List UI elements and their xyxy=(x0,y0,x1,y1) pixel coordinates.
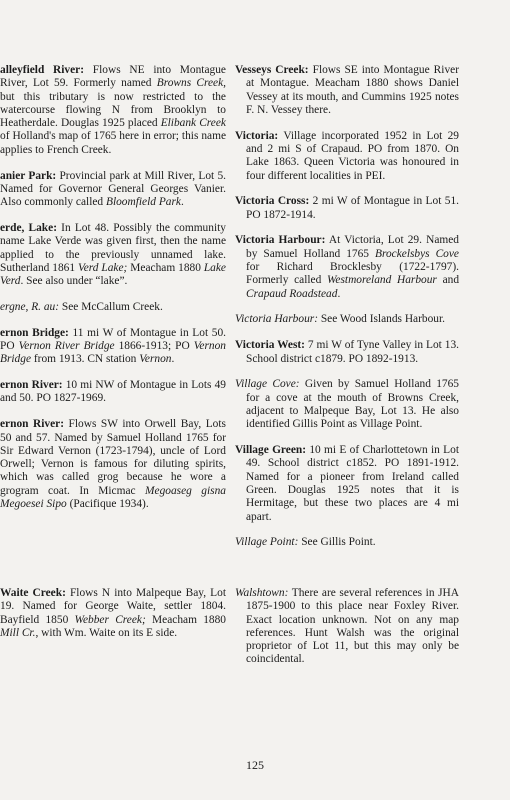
entry-headword: Victoria: xyxy=(235,129,279,142)
entry-italic-name: Vernon xyxy=(139,353,172,366)
gazetteer-entry xyxy=(235,195,459,222)
entry-text: 2 mi W of Montague in Lot 51. PO 1872-1914. xyxy=(246,195,459,221)
gazetteer-entry xyxy=(235,234,459,300)
gazetteer-entry xyxy=(0,379,226,406)
entry-italic-name: Brockelsbys Cove xyxy=(374,247,459,260)
entry-text: . xyxy=(180,196,184,209)
entry-text: . xyxy=(337,287,341,300)
entry-text: See Wood Islands Harbour. xyxy=(318,313,445,326)
entry-text: (Pacifique 1934). xyxy=(66,498,149,511)
entry-headword: Vesseys Creek: xyxy=(235,64,309,76)
entry-italic-name: Elibank Creek xyxy=(160,117,226,130)
entry-headword: Victoria Harbour: xyxy=(235,313,318,326)
entry-headword: ergne, R. au: xyxy=(0,300,60,313)
gazetteer-entry xyxy=(0,170,226,210)
entry-italic-name: Vernon River Bridge xyxy=(18,340,115,353)
entry-headword: Victoria Cross: xyxy=(235,195,310,208)
entry-italic-name: Browns Creek, xyxy=(156,77,227,90)
entry-text: At Victoria, Lot 29. Named by Samuel Holland 1765 xyxy=(246,234,459,260)
entry-italic-name: Webber Creek; xyxy=(74,613,146,626)
entry-text: Flows N into Malpeque Bay, Lot 19. Named for George Waite, settler 1804. Bayfield 1850 xyxy=(0,587,226,626)
entry-text: 1866-1913; PO xyxy=(114,340,194,353)
right-column-upper xyxy=(235,64,459,562)
entry-text: 11 mi W of Montague in Lot 50. PO xyxy=(0,326,227,353)
entry-headword: Walshtown: xyxy=(235,587,289,599)
entry-headword: alleyfield River: xyxy=(0,64,85,76)
entry-text: There are several references in JHA 1875-1900 to this place near Foxley River. Exact location unknown. Not on any map references. Hunt Walsh was the original proprietor of Lot 11, but this may only be coincidental. xyxy=(246,587,459,666)
entry-italic-name: Vernon Bridge xyxy=(0,340,226,366)
entry-headword: Waite Creek: xyxy=(0,587,66,599)
gazetteer-entry xyxy=(0,327,226,367)
entry-text: and xyxy=(436,274,460,287)
gazetteer-entry xyxy=(0,301,226,314)
gazetteer-entry xyxy=(0,587,226,640)
entry-text: Flows SE into Montague River at Montague. Meacham 1880 shows Daniel Vessey at its mouth, and Cummins 1925 notes F. N. Vessey there. xyxy=(246,64,459,116)
gazetteer-entry xyxy=(235,313,459,326)
entry-text: Given by Samuel Holland 1765 for a cove at the mouth of Browns Creek, adjacent to Malpeque Bay, Lot 13. He also identified Gillis Point as Village Point. xyxy=(246,378,459,431)
entry-text: See Gillis Point. xyxy=(298,536,376,549)
entry-italic-name: Megoaseg gisna Megoesei Sipo xyxy=(0,484,226,511)
entry-headword: erde, Lake: xyxy=(0,221,57,234)
gazetteer-entry xyxy=(235,444,459,524)
entry-headword: Victoria West: xyxy=(235,339,305,352)
gazetteer-entry xyxy=(235,64,459,117)
entry-text: In Lot 48. Possibly the community name Lake Verde was given first, then the name applied to the previously unnamed lake. Sutherland 1861 xyxy=(0,221,226,274)
left-column-lower xyxy=(0,587,226,653)
entry-text: Village incorporated 1952 in Lot 29 and 2 mi S of Crapaud. PO from 1870. On Lake 1863. Queen Victoria was honoured in four different localities in PEI. xyxy=(246,129,459,182)
entry-italic-name: Bloomfield Park xyxy=(105,196,181,209)
entry-italic-name: Verd Lake; xyxy=(78,261,128,274)
entry-headword: ernon River: xyxy=(0,418,64,431)
entry-text: of Holland's map of 1765 here in error; this name applies to French Creek. xyxy=(0,130,226,156)
left-column-upper xyxy=(0,64,226,524)
entry-headword: Village Green: xyxy=(235,444,307,457)
entry-text: from 1913. CN station xyxy=(31,353,140,366)
entry-text: See McCallum Creek. xyxy=(59,300,163,313)
gazetteer-entry xyxy=(235,339,459,366)
gazetteer-entry xyxy=(235,536,459,549)
entry-headword: Village Cove: xyxy=(235,378,300,391)
gazetteer-entry xyxy=(0,418,226,511)
entry-headword: ernon Bridge: xyxy=(0,326,69,339)
entry-text: Meacham 1880 xyxy=(145,613,226,626)
entry-italic-name: Crapaud Roadstead xyxy=(246,287,338,300)
entry-headword: Victoria Harbour: xyxy=(235,234,326,247)
entry-text: 10 mi E of Charlottetown in Lot 49. School district c1852. PO 1891-1912. Named for a pioneer from Ireland called Green. Douglas 1925 notes that it is Hermitage, but these two places are 4 mi apart. xyxy=(246,444,459,523)
entry-headword: anier Park: xyxy=(0,169,57,182)
entry-headword: ernon River: xyxy=(0,379,63,392)
gazetteer-entry xyxy=(0,64,226,157)
right-column-lower xyxy=(235,587,459,679)
entry-italic-name: Mill Cr. xyxy=(0,626,36,639)
entry-text: Flows NE into Montague River, Lot 59. Formerly named xyxy=(0,64,226,90)
entry-text: for Richard Brocklesby (1722-1797). Formerly called xyxy=(246,261,459,287)
entry-text: . See also under “lake”. xyxy=(20,275,128,288)
entry-text: Flows SW into Orwell Bay, Lots 50 and 57. Named by Samuel Holland 1765 for Sir Edward Vernon (1723-1794), uncle of Lord Orwell; Vernon is famous for diluting spirits, which was called grog because he wore a grogram coat. In Micmac xyxy=(0,418,226,497)
entry-headword: Village Point: xyxy=(235,536,299,549)
entry-italic-name: Westmoreland Harbour xyxy=(326,274,437,287)
entry-italic-name: Lake Verd xyxy=(0,261,226,288)
gazetteer-entry xyxy=(235,130,459,183)
gazetteer-entry xyxy=(235,378,459,431)
entry-text: , with Wm. Waite on its E side. xyxy=(35,626,178,639)
page-number: 125 xyxy=(246,758,264,772)
entry-text: but this tributary is now restricted to the watercourse flowing N from Brooklyn to Heatherdale. Douglas 1925 placed xyxy=(0,90,226,130)
gazetteer-entry xyxy=(0,222,226,288)
gazetteer-entry xyxy=(235,587,459,667)
entry-text: . xyxy=(171,353,175,366)
entry-text: Provincial park at Mill River, Lot 5. Named for Governor General Georges Vanier. Also commonly called xyxy=(0,169,226,209)
entry-text: Meacham 1880 xyxy=(127,261,204,274)
entry-text: 7 mi W of Tyne Valley in Lot 13. School district c1879. PO 1892-1913. xyxy=(246,339,460,365)
entry-text: 10 mi NW of Montague in Lots 49 and 50. PO 1827-1969. xyxy=(0,379,226,405)
